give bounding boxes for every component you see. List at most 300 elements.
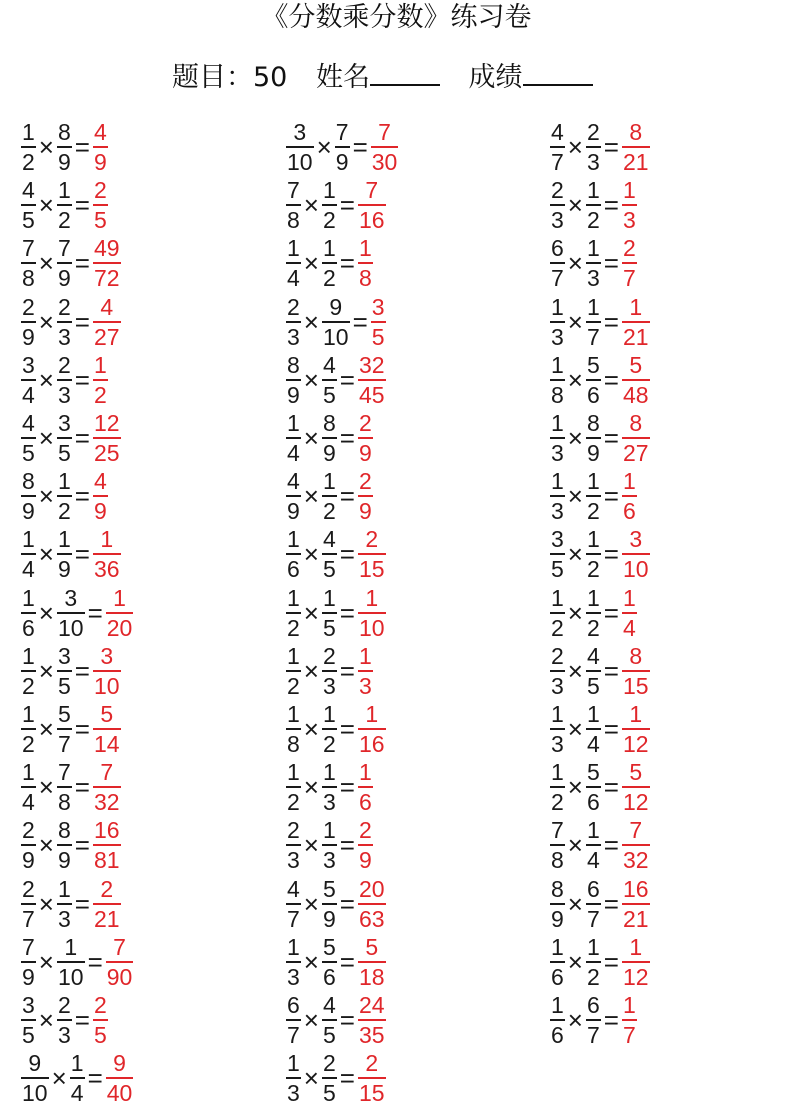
times-sign: × xyxy=(567,888,583,919)
answer-fraction xyxy=(92,527,122,581)
denominator: 16 xyxy=(358,207,385,234)
first-fraction xyxy=(20,178,37,232)
denominator: 7 xyxy=(57,730,71,757)
numerator: 1 xyxy=(57,177,71,204)
denominator: 7 xyxy=(551,149,564,176)
first-fraction xyxy=(549,353,566,407)
denominator: 2 xyxy=(551,614,564,641)
second-fraction xyxy=(334,120,351,174)
first-fraction xyxy=(20,353,37,407)
numerator: 2 xyxy=(57,991,71,1018)
equation-row xyxy=(20,991,280,1049)
first-fraction xyxy=(549,120,566,174)
numerator: 1 xyxy=(365,584,379,611)
equals-sign: = xyxy=(74,655,90,686)
numerator: 1 xyxy=(622,468,636,495)
problem-column-1 xyxy=(20,118,280,1107)
equals-sign: = xyxy=(603,946,619,977)
numerator: 1 xyxy=(287,759,300,786)
answer-fraction xyxy=(357,178,387,232)
second-fraction xyxy=(321,760,338,814)
numerator: 4 xyxy=(22,410,35,437)
numerator: 4 xyxy=(22,177,35,204)
times-sign: × xyxy=(38,306,54,337)
denominator: 14 xyxy=(93,730,120,757)
answer-fraction xyxy=(92,760,122,814)
equation-row xyxy=(549,933,793,991)
numerator: 2 xyxy=(358,468,372,495)
equation-row xyxy=(20,700,280,758)
numerator: 8 xyxy=(629,119,643,146)
denominator: 9 xyxy=(93,498,107,525)
denominator: 9 xyxy=(322,905,336,932)
denominator: 36 xyxy=(93,556,120,583)
equation-row xyxy=(285,234,545,292)
second-fraction xyxy=(585,411,602,465)
equals-sign: = xyxy=(339,1004,355,1035)
denominator: 9 xyxy=(551,905,564,932)
denominator: 25 xyxy=(93,440,120,467)
numerator: 8 xyxy=(551,875,564,902)
denominator: 9 xyxy=(93,149,107,176)
second-fraction xyxy=(56,993,73,1047)
denominator: 7 xyxy=(622,265,636,292)
denominator: 48 xyxy=(622,381,649,408)
denominator: 3 xyxy=(586,265,600,292)
numerator: 1 xyxy=(358,235,372,262)
second-fraction xyxy=(321,586,338,640)
denominator: 7 xyxy=(586,323,600,350)
first-fraction xyxy=(549,469,566,523)
denominator: 2 xyxy=(57,498,71,525)
denominator: 8 xyxy=(551,381,564,408)
denominator: 2 xyxy=(551,789,564,816)
numerator: 7 xyxy=(287,177,300,204)
denominator: 45 xyxy=(358,381,385,408)
denominator: 3 xyxy=(322,789,336,816)
times-sign: × xyxy=(38,830,54,861)
second-fraction xyxy=(585,236,602,290)
answer-fraction xyxy=(92,295,122,349)
times-sign: × xyxy=(38,481,54,512)
denominator: 3 xyxy=(322,847,336,874)
numerator: 3 xyxy=(100,642,114,669)
numerator: 7 xyxy=(365,177,379,204)
denominator: 6 xyxy=(322,963,336,990)
times-sign: × xyxy=(303,946,319,977)
denominator: 3 xyxy=(287,1080,300,1107)
times-sign: × xyxy=(303,539,319,570)
answer-fraction xyxy=(92,702,122,756)
numerator: 1 xyxy=(358,759,372,786)
equation-row xyxy=(285,700,545,758)
times-sign: × xyxy=(38,713,54,744)
answer-fraction xyxy=(621,702,651,756)
first-fraction xyxy=(20,702,37,756)
numerator: 1 xyxy=(365,700,379,727)
equals-sign: = xyxy=(603,248,619,279)
problem-column-3 xyxy=(549,118,793,1049)
numerator: 1 xyxy=(622,177,636,204)
numerator: 3 xyxy=(371,293,385,320)
numerator: 2 xyxy=(358,817,372,844)
times-sign: × xyxy=(567,1004,583,1035)
equals-sign: = xyxy=(339,364,355,395)
second-fraction xyxy=(56,760,73,814)
equation-row xyxy=(549,351,793,409)
first-fraction xyxy=(285,178,302,232)
numerator: 1 xyxy=(629,933,643,960)
numerator: 1 xyxy=(551,584,564,611)
first-fraction xyxy=(285,993,302,1047)
answer-fraction xyxy=(357,236,374,290)
equation-row xyxy=(20,584,280,642)
denominator: 9 xyxy=(57,149,71,176)
second-fraction xyxy=(321,236,338,290)
denominator: 5 xyxy=(22,1021,35,1048)
denominator: 2 xyxy=(22,149,35,176)
denominator: 32 xyxy=(93,789,120,816)
numerator: 1 xyxy=(629,293,643,320)
denominator: 10 xyxy=(358,614,385,641)
times-sign: × xyxy=(567,655,583,686)
equals-sign: = xyxy=(603,190,619,221)
denominator: 63 xyxy=(358,905,385,932)
first-fraction xyxy=(549,295,566,349)
equals-sign: = xyxy=(74,306,90,337)
second-fraction xyxy=(321,353,338,407)
numerator: 1 xyxy=(322,584,336,611)
numerator: 1 xyxy=(622,584,636,611)
times-sign: × xyxy=(38,655,54,686)
numerator: 2 xyxy=(22,817,35,844)
denominator: 3 xyxy=(586,149,600,176)
numerator: 1 xyxy=(22,119,35,146)
denominator: 7 xyxy=(622,1021,636,1048)
equation-row xyxy=(285,351,545,409)
equation-row xyxy=(20,409,280,467)
numerator: 3 xyxy=(57,642,71,669)
denominator: 6 xyxy=(287,556,300,583)
denominator: 3 xyxy=(551,207,564,234)
denominator: 18 xyxy=(358,963,385,990)
first-fraction xyxy=(285,527,302,581)
answer-fraction xyxy=(92,411,122,465)
equals-sign: = xyxy=(339,423,355,454)
equals-sign: = xyxy=(603,539,619,570)
times-sign: × xyxy=(38,946,54,977)
answer-fraction xyxy=(621,178,638,232)
denominator: 9 xyxy=(22,323,35,350)
equals-sign: = xyxy=(603,888,619,919)
times-sign: × xyxy=(38,248,54,279)
first-fraction xyxy=(285,120,315,174)
answer-fraction xyxy=(357,877,387,931)
numerator: 20 xyxy=(358,875,385,902)
denominator: 2 xyxy=(93,381,107,408)
times-sign: × xyxy=(303,190,319,221)
first-fraction xyxy=(20,469,37,523)
denominator: 3 xyxy=(622,207,636,234)
denominator: 5 xyxy=(322,614,336,641)
denominator: 6 xyxy=(622,498,636,525)
denominator: 9 xyxy=(322,440,336,467)
answer-fraction xyxy=(92,644,122,698)
second-fraction xyxy=(585,702,602,756)
numerator: 1 xyxy=(551,410,564,437)
equals-sign: = xyxy=(603,713,619,744)
question-count-label: 题目：50 xyxy=(172,62,288,93)
name-blank-line[interactable] xyxy=(370,58,440,86)
equals-sign: = xyxy=(74,364,90,395)
denominator: 10 xyxy=(287,149,313,176)
equation-row xyxy=(285,816,545,874)
denominator: 27 xyxy=(622,440,649,467)
denominator: 40 xyxy=(106,1080,133,1107)
answer-fraction xyxy=(92,469,109,523)
denominator: 3 xyxy=(322,672,336,699)
equals-sign: = xyxy=(339,772,355,803)
times-sign: × xyxy=(567,713,583,744)
denominator: 8 xyxy=(287,730,300,757)
denominator: 32 xyxy=(622,847,649,874)
first-fraction xyxy=(549,644,566,698)
second-fraction xyxy=(585,877,602,931)
first-fraction xyxy=(20,818,37,872)
answer-fraction xyxy=(357,702,387,756)
denominator: 3 xyxy=(57,381,71,408)
times-sign: × xyxy=(303,830,319,861)
denominator: 2 xyxy=(322,265,336,292)
denominator: 6 xyxy=(586,381,600,408)
second-fraction xyxy=(56,178,73,232)
answer-fraction xyxy=(92,818,122,872)
numerator: 1 xyxy=(64,933,78,960)
denominator: 3 xyxy=(287,323,300,350)
numerator: 7 xyxy=(335,119,349,146)
equals-sign: = xyxy=(603,364,619,395)
first-fraction xyxy=(549,411,566,465)
denominator: 8 xyxy=(551,847,564,874)
numerator: 7 xyxy=(57,759,71,786)
equation-row xyxy=(20,1049,280,1107)
denominator: 9 xyxy=(57,847,71,874)
numerator: 5 xyxy=(100,700,114,727)
second-fraction xyxy=(56,353,73,407)
numerator: 5 xyxy=(322,933,336,960)
equation-row xyxy=(549,293,793,351)
numerator: 1 xyxy=(57,526,71,553)
denominator: 2 xyxy=(586,556,600,583)
denominator: 12 xyxy=(622,789,649,816)
first-fraction xyxy=(20,644,37,698)
denominator: 7 xyxy=(551,265,564,292)
numerator: 9 xyxy=(28,1050,42,1077)
numerator: 3 xyxy=(551,526,564,553)
answer-fraction xyxy=(621,411,651,465)
numerator: 6 xyxy=(586,991,600,1018)
equals-sign: = xyxy=(603,1004,619,1035)
numerator: 7 xyxy=(22,933,35,960)
score-blank-line[interactable] xyxy=(523,58,593,86)
times-sign: × xyxy=(303,248,319,279)
denominator: 2 xyxy=(586,614,600,641)
denominator: 5 xyxy=(586,672,600,699)
denominator: 9 xyxy=(22,963,35,990)
numerator: 2 xyxy=(365,1050,379,1077)
denominator: 15 xyxy=(622,672,649,699)
answer-fraction xyxy=(357,586,387,640)
answer-fraction xyxy=(105,1051,135,1105)
denominator: 5 xyxy=(57,440,71,467)
equation-row xyxy=(20,758,280,816)
times-sign: × xyxy=(567,481,583,512)
denominator: 7 xyxy=(22,905,35,932)
equation-row xyxy=(285,525,545,583)
denominator: 8 xyxy=(22,265,35,292)
equation-row xyxy=(549,234,793,292)
second-fraction xyxy=(56,469,73,523)
second-fraction xyxy=(56,236,73,290)
answer-fraction xyxy=(621,469,638,523)
numerator: 1 xyxy=(287,584,300,611)
numerator: 5 xyxy=(365,933,379,960)
numerator: 2 xyxy=(551,642,564,669)
numerator: 3 xyxy=(64,584,78,611)
denominator: 9 xyxy=(358,847,372,874)
denominator: 5 xyxy=(322,1021,336,1048)
answer-fraction xyxy=(621,877,651,931)
equals-sign: = xyxy=(603,655,619,686)
equation-row xyxy=(20,351,280,409)
numerator: 1 xyxy=(70,1050,84,1077)
numerator: 2 xyxy=(551,177,564,204)
times-sign: × xyxy=(303,655,319,686)
numerator: 2 xyxy=(22,293,35,320)
denominator: 10 xyxy=(57,963,84,990)
equation-row xyxy=(20,642,280,700)
equals-sign: = xyxy=(352,306,368,337)
first-fraction xyxy=(285,877,302,931)
numerator: 7 xyxy=(551,817,564,844)
denominator: 2 xyxy=(287,614,300,641)
answer-fraction xyxy=(621,527,651,581)
times-sign: × xyxy=(303,713,319,744)
equals-sign: = xyxy=(603,132,619,163)
second-fraction xyxy=(56,935,86,989)
second-fraction xyxy=(56,527,73,581)
numerator: 4 xyxy=(322,991,336,1018)
denominator: 9 xyxy=(22,847,35,874)
second-fraction xyxy=(56,877,73,931)
numerator: 2 xyxy=(93,991,107,1018)
times-sign: × xyxy=(38,364,54,395)
numerator: 1 xyxy=(22,700,35,727)
answer-fraction xyxy=(621,993,638,1047)
denominator: 9 xyxy=(287,498,300,525)
times-sign: × xyxy=(567,830,583,861)
numerator: 1 xyxy=(22,759,35,786)
numerator: 4 xyxy=(322,351,336,378)
answer-fraction xyxy=(621,935,651,989)
equation-row xyxy=(285,409,545,467)
denominator: 2 xyxy=(586,207,600,234)
worksheet-title: 《分数乘分数》练习卷 xyxy=(261,2,532,33)
first-fraction xyxy=(20,411,37,465)
numerator: 8 xyxy=(586,410,600,437)
denominator: 5 xyxy=(22,440,35,467)
numerator: 1 xyxy=(57,875,71,902)
numerator: 49 xyxy=(93,235,120,262)
first-fraction xyxy=(549,586,566,640)
problem-column-2 xyxy=(285,118,545,1107)
first-fraction xyxy=(285,469,302,523)
equals-sign: = xyxy=(339,539,355,570)
numerator: 1 xyxy=(586,700,600,727)
equation-row xyxy=(549,584,793,642)
numerator: 2 xyxy=(57,293,71,320)
equation-row xyxy=(285,118,545,176)
second-fraction xyxy=(321,702,338,756)
times-sign: × xyxy=(303,888,319,919)
equals-sign: = xyxy=(339,1063,355,1094)
denominator: 4 xyxy=(586,847,600,874)
first-fraction xyxy=(285,353,302,407)
answer-fraction xyxy=(357,469,374,523)
denominator: 15 xyxy=(358,1080,385,1107)
equation-row xyxy=(549,874,793,932)
numerator: 2 xyxy=(322,1050,336,1077)
numerator: 3 xyxy=(57,410,71,437)
equals-sign: = xyxy=(87,946,103,977)
second-fraction xyxy=(585,818,602,872)
equation-row xyxy=(549,700,793,758)
numerator: 7 xyxy=(629,817,643,844)
answer-fraction xyxy=(621,586,638,640)
answer-fraction xyxy=(92,120,109,174)
numerator: 1 xyxy=(322,817,336,844)
equals-sign: = xyxy=(74,539,90,570)
numerator: 1 xyxy=(287,933,300,960)
denominator: 9 xyxy=(57,265,71,292)
first-fraction xyxy=(549,527,566,581)
first-fraction xyxy=(20,236,37,290)
second-fraction xyxy=(321,178,338,232)
numerator: 1 xyxy=(551,933,564,960)
equals-sign: = xyxy=(74,481,90,512)
numerator: 2 xyxy=(287,293,300,320)
numerator: 2 xyxy=(22,875,35,902)
numerator: 1 xyxy=(551,293,564,320)
numerator: 1 xyxy=(586,526,600,553)
denominator: 12 xyxy=(622,730,649,757)
numerator: 2 xyxy=(322,642,336,669)
numerator: 1 xyxy=(629,700,643,727)
denominator: 3 xyxy=(551,323,564,350)
denominator: 2 xyxy=(57,207,71,234)
times-sign: × xyxy=(316,132,332,163)
denominator: 27 xyxy=(93,323,120,350)
denominator: 5 xyxy=(322,381,336,408)
denominator: 3 xyxy=(57,323,71,350)
equals-sign: = xyxy=(339,248,355,279)
first-fraction xyxy=(549,935,566,989)
equals-sign: = xyxy=(603,423,619,454)
equation-row xyxy=(285,874,545,932)
times-sign: × xyxy=(303,772,319,803)
answer-fraction xyxy=(92,993,109,1047)
times-sign: × xyxy=(567,190,583,221)
